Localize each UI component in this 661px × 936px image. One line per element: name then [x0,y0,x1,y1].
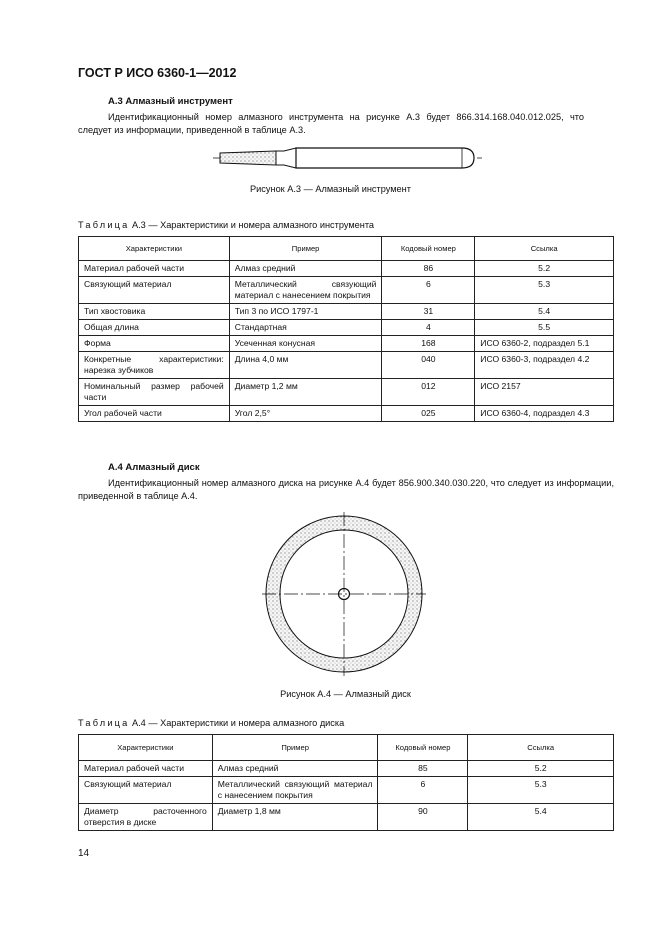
table-cell: 5.2 [475,261,614,277]
column-header: Пример [212,735,378,761]
table-row [79,336,614,352]
figure-a4-caption: Рисунок А.4 — Алмазный диск [280,689,411,699]
table-a3-caption-text: А.3 — Характеристики и номера алмазного инструмента [129,220,375,230]
table-cell: 5.3 [468,777,614,804]
table-cell: 6 [382,277,475,304]
table-row [79,761,614,777]
table-row [79,277,614,304]
table-header-row [79,237,614,261]
column-header: Кодовый номер [382,237,475,261]
table-cell: 31 [382,304,475,320]
figure-a3-caption: Рисунок А.3 — Алмазный инструмент [250,184,411,194]
table-cell: Усеченная конусная [229,336,382,352]
table-cell: Угол 2,5° [229,406,382,422]
table-cell: 5.3 [475,277,614,304]
table-cell: ИСО 6360-4, подраздел 4.3 [475,406,614,422]
table-cell: Материал рабочей части [79,761,213,777]
table-row [79,320,614,336]
table-cell: Диаметр 1,2 мм [229,379,382,406]
table-cell: 90 [378,804,468,831]
table-a3-caption [78,220,374,230]
table-cell: 025 [382,406,475,422]
table-cell: Алмаз средний [229,261,382,277]
column-header: Ссылка [475,237,614,261]
table-cell: Форма [79,336,230,352]
table-header-row [79,735,614,761]
table-cell: ИСО 2157 [475,379,614,406]
table-cell: ИСО 6360-3, подраздел 4.2 [475,352,614,379]
table-cell: Металлический связующий материал с нанесением покрытия [212,777,378,804]
table-cell: 6 [378,777,468,804]
table-cell: Материал рабочей части [79,261,230,277]
table-row [79,804,614,831]
column-header: Характеристики [79,237,230,261]
table-a4-caption-label: Таблица [78,718,130,728]
table-cell: ИСО 6360-2, подраздел 5.1 [475,336,614,352]
table-row [79,261,614,277]
table-cell: 012 [382,379,475,406]
table-cell: 040 [382,352,475,379]
table-a3-caption-label: Таблица [78,220,130,230]
table-cell: 4 [382,320,475,336]
column-header: Кодовый номер [378,735,468,761]
document-title: ГОСТ Р ИСО 6360-1—2012 [78,66,237,80]
table-a4-caption [78,718,344,728]
table-row [79,777,614,804]
section-a3-paragraph: Идентификационный номер алмазного инструмента на рисунке А.3 будет 866.314.168.040.012.025, что следует из информации, приведенной в таблице А.3. [78,112,584,135]
table-cell: Диаметр расточенного отверстия в диске [79,804,213,831]
table-cell: Связующий материал [79,777,213,804]
table-row [79,352,614,379]
table-row [79,304,614,320]
table-cell: 5.5 [475,320,614,336]
table-cell: Тип хвостовика [79,304,230,320]
section-a4-title: А.4 Алмазный диск [108,462,200,473]
table-cell: Длина 4,0 мм [229,352,382,379]
table-a4-caption-text: А.4 — Характеристики и номера алмазного диска [129,718,345,728]
column-header: Ссылка [468,735,614,761]
table-cell: Стандартная [229,320,382,336]
table-cell: 5.4 [468,804,614,831]
section-a3-title: А.3 Алмазный инструмент [108,96,233,107]
table-cell: 85 [378,761,468,777]
table-cell: Тип 3 по ИСО 1797-1 [229,304,382,320]
table-a4 [78,734,614,831]
table-cell: Металлический связующий материал с нанесением покрытия [229,277,382,304]
table-cell: 168 [382,336,475,352]
table-a3 [78,236,614,422]
table-cell: Общая длина [79,320,230,336]
table-row [79,406,614,422]
column-header: Пример [229,237,382,261]
table-cell: 5.2 [468,761,614,777]
table-row [79,379,614,406]
table-cell: Номинальный размер рабочей части [79,379,230,406]
table-cell: Алмаз средний [212,761,378,777]
column-header: Характеристики [79,735,213,761]
table-cell: Конкретные характеристики: нарезка зубчиков [79,352,230,379]
table-cell: 5.4 [475,304,614,320]
table-cell: 86 [382,261,475,277]
table-cell: Угол рабочей части [79,406,230,422]
section-a4-paragraph: Идентификационный номер алмазного диска на рисунке А.4 будет 856.900.340.030.220, что следует из информации, приведенной в таблице А.4. [78,478,614,501]
table-cell: Диаметр 1,8 мм [212,804,378,831]
page-number: 14 [78,848,90,859]
table-cell: Связующий материал [79,277,230,304]
